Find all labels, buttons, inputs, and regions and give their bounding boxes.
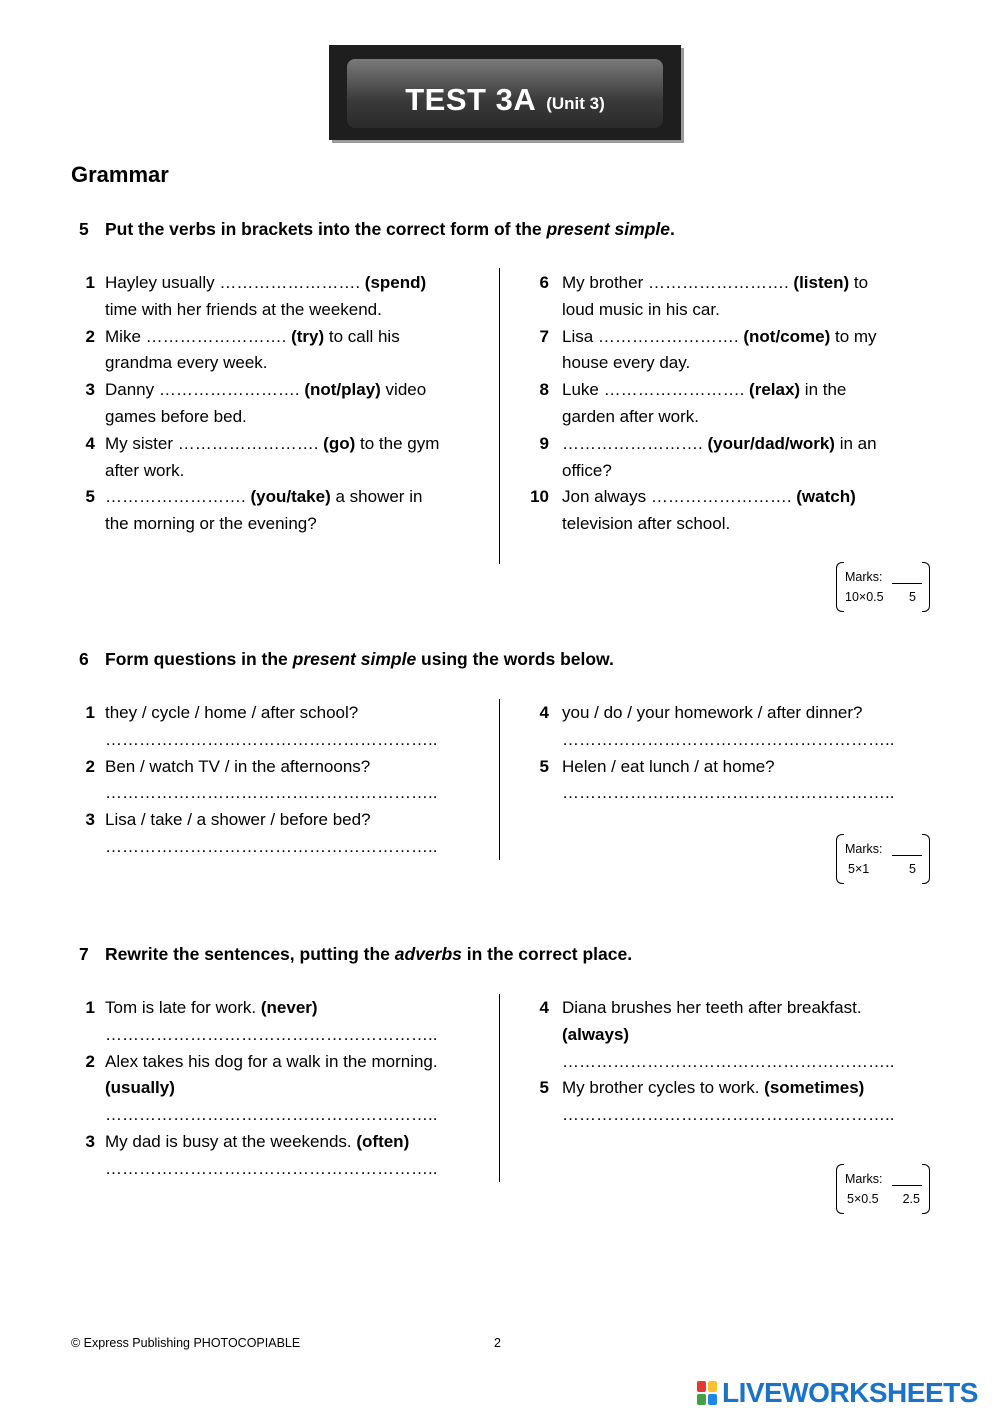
page-number: 2 xyxy=(494,1336,501,1350)
answer-line: ………………………………………………….. xyxy=(105,1158,438,1178)
exercise-5-right-column xyxy=(529,270,949,538)
exercise-6-left-column xyxy=(79,700,489,861)
ex6-item-3: 3 Lisa / take / a shower / before bed? ………………………………………………….. xyxy=(79,807,489,861)
answer-line: ………………………………………………….. xyxy=(105,836,438,856)
ex6-item-4: 4 you / do / your homework / after dinner? ………………………………………………….. xyxy=(529,700,949,754)
exercise-5-left-column xyxy=(79,270,489,538)
ex7-item-1: 1 Tom is late for work. (never) ………………………………………………….. xyxy=(79,995,489,1049)
answer-line: ………………………………………………….. xyxy=(562,729,895,749)
answer-line: ………………………………………………….. xyxy=(105,1024,438,1044)
ex5-item-6: 6 My brother ……………………. (listen) to loud music in his car. xyxy=(539,273,869,319)
ex6-item-1: 1 they / cycle / home / after school? ………………………………………………….. xyxy=(79,700,489,754)
liveworksheets-logo[interactable] xyxy=(697,1375,978,1411)
answer-line: ………………………………………………….. xyxy=(562,1051,895,1071)
exercise-6-right-column xyxy=(529,700,949,807)
ex6-item-5: 5 Helen / eat lunch / at home? ………………………………………………….. xyxy=(529,754,949,808)
exercise-7-left-column xyxy=(79,995,489,1183)
ex5-item-2: 2 Mike ……………………. (try) to call his grandma every week. xyxy=(85,326,400,373)
answer-line: ………………………………………………….. xyxy=(105,1105,438,1125)
ex5-item-9: 9 ……………………. (your/dad/work) in an office? xyxy=(539,433,877,480)
ex7-item-5: 5 My brother cycles to work. (sometimes) ………………………………………………….. xyxy=(529,1075,949,1129)
ex6-item-2: 2 Ben / watch TV / in the afternoons? ………………………………………………….. xyxy=(79,754,489,808)
ex5-item-3: 3 Danny ……………………. (not/play) video games before bed. xyxy=(85,380,427,426)
exercise-7-heading: 7 Rewrite the sentences, putting the adverbs in the correct place. xyxy=(79,944,633,964)
ex5-item-10: 10 Jon always ……………………. (watch) television after school. xyxy=(530,487,856,534)
ex5-item-5: 5 ……………………. (you/take) a shower in the morning or the evening? xyxy=(85,487,423,534)
exercise-6-heading: 6 Form questions in the present simple using the words below. xyxy=(79,649,614,669)
ex7-item-2: 2 Alex takes his dog for a walk in the morning. (usually) ………………………………………………….. xyxy=(79,1049,489,1129)
ex7-item-4: 4 Diana brushes her teeth after breakfast. (always) ………………………………………………….. xyxy=(529,995,949,1075)
answer-line: ………………………………………………….. xyxy=(562,783,895,803)
answer-line: ………………………………………………….. xyxy=(105,783,438,803)
answer-line: ………………………………………………….. xyxy=(105,729,438,749)
column-divider xyxy=(499,268,500,564)
ex6-marks-box: Marks: 5×1 5 xyxy=(836,834,930,884)
banner-plate xyxy=(347,59,663,128)
copyright-notice: © Express Publishing PHOTOCOPIABLE xyxy=(71,1336,301,1350)
ex7-item-3: 3 My dad is busy at the weekends. (often) ………………………………………………….. xyxy=(79,1129,489,1183)
ex7-marks-box: Marks: 5×0.5 2.5 xyxy=(836,1164,930,1214)
ex5-item-8: 8 Luke ……………………. (relax) in the garden after work. xyxy=(539,380,847,426)
liveworksheets-mark-icon xyxy=(697,1380,719,1406)
test-title: TEST 3A xyxy=(405,81,537,117)
column-divider xyxy=(499,699,500,860)
test-title-banner xyxy=(329,45,681,140)
ex5-marks-box: Marks: 10×0.5 5 xyxy=(836,562,930,612)
exercise-7-right-column xyxy=(529,995,949,1129)
ex5-item-7: 7 Lisa ……………………. (not/come) to my house every day. xyxy=(539,326,877,373)
column-divider xyxy=(499,994,500,1182)
answer-line: ………………………………………………….. xyxy=(562,1105,895,1125)
ex5-item-1: 1 Hayley usually ……………………. (spend) time with her friends at the weekend. xyxy=(85,273,427,319)
liveworksheets-text: LIVEWORKSHEETS xyxy=(722,1377,978,1408)
exercise-5-heading: 5 Put the verbs in brackets into the correct form of the present simple. xyxy=(79,219,675,239)
ex5-item-4: 4 My sister ……………………. (go) to the gym after work. xyxy=(85,433,440,480)
test-unit: (Unit 3) xyxy=(546,93,605,113)
section-title: Grammar xyxy=(71,162,169,187)
